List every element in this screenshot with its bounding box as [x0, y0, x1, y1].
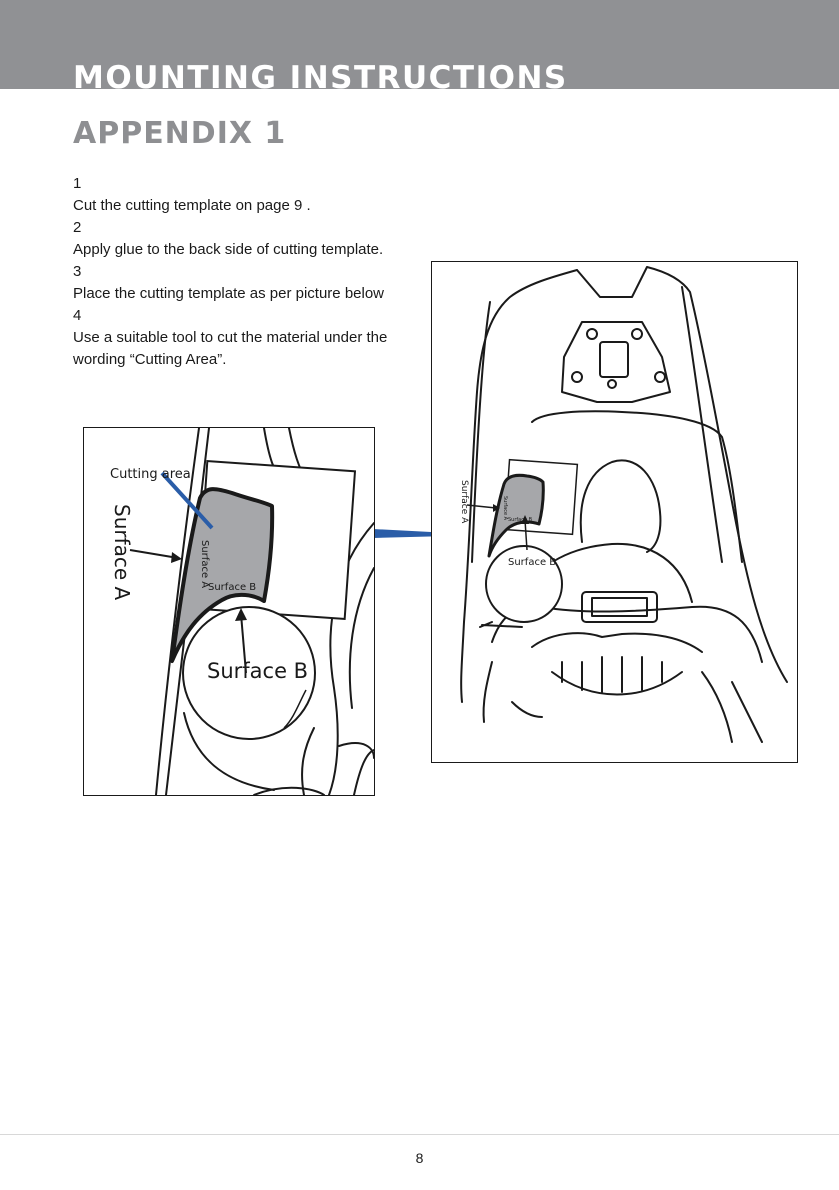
step-text: Place the cutting template as per picture below — [73, 285, 385, 302]
cutting-area-label: Cutting area — [110, 467, 191, 482]
overview-surface-b-tiny: Surface B — [508, 517, 533, 523]
overview-cutting-area — [489, 475, 543, 556]
header-title: MOUNTING INSTRUCTIONS — [73, 60, 568, 89]
overview-surface-a-label: Surface A — [459, 480, 469, 524]
appendix-title: APPENDIX 1 — [73, 116, 287, 151]
detail-figure — [83, 427, 375, 796]
detail-drawing — [84, 428, 374, 795]
step-number: 2 — [73, 219, 82, 236]
step-number: 3 — [73, 263, 82, 280]
overview-surface-b-label: Surface B — [508, 557, 557, 568]
surface-a-arrow — [130, 550, 178, 558]
surface-b-label-small: Surface B — [208, 582, 257, 593]
overview-drawing — [432, 262, 797, 762]
step-text: Apply glue to the back side of cutting template. — [73, 241, 384, 258]
surface-a-label-small: Surface A — [199, 540, 210, 589]
overview-figure — [431, 261, 798, 763]
footer-divider — [0, 1134, 839, 1135]
step-text: Cut the cutting template on page 9 . — [73, 197, 311, 214]
overview-surface-a-tiny: Surface A — [502, 496, 508, 521]
step-text-continued: wording “Cutting Area”. — [73, 351, 227, 368]
surface-a-label-large: Surface A — [110, 504, 134, 601]
page-number: 8 — [415, 1150, 424, 1166]
step-text: Use a suitable tool to cut the material under the — [73, 329, 388, 346]
surface-b-label-large: Surface B — [207, 659, 309, 683]
step-number: 1 — [73, 175, 82, 192]
step-number: 4 — [73, 307, 82, 324]
